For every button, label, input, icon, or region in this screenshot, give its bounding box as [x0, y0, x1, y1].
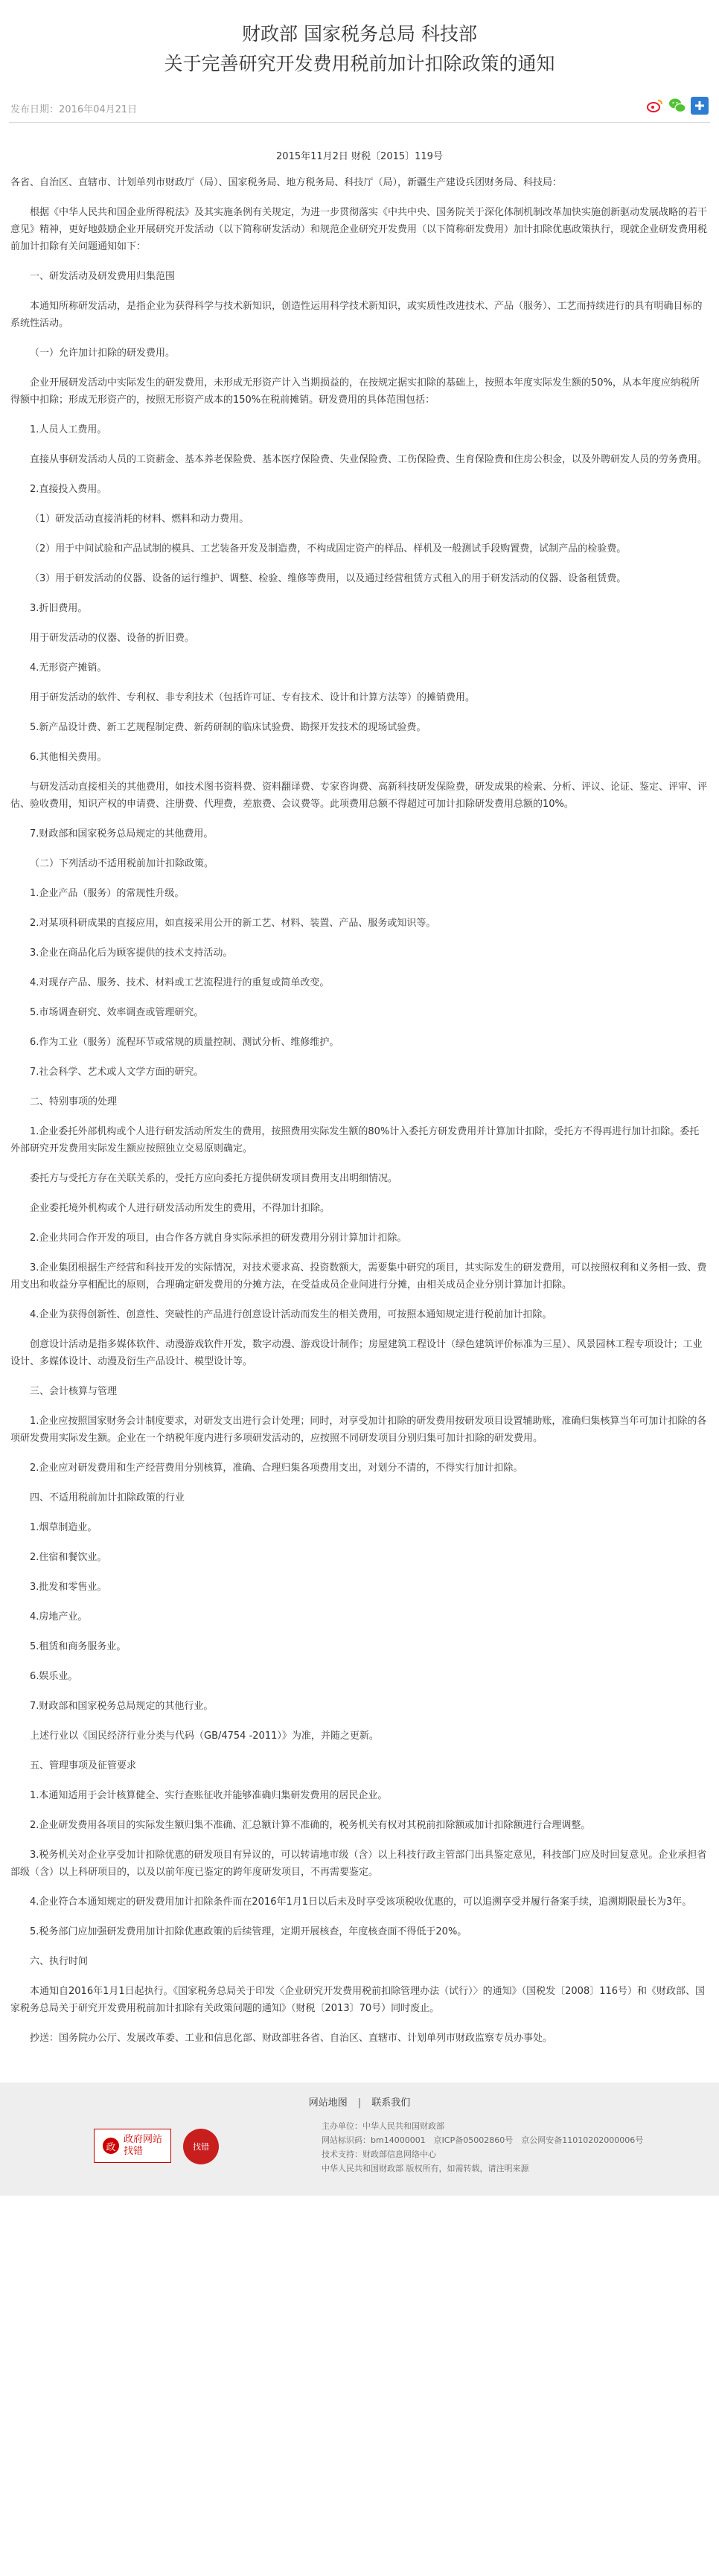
list-item: 7.财政部和国家税务总局规定的其他行业。	[30, 1701, 214, 1712]
paragraph: 根据《中华人民共和国企业所得税法》及其实施条例有关规定，为进一步贯彻落实《中共中央、国务院关于深化体制机制改革加快实施创新驱动发展战略的若干意见》精神，更好地鼓励企业开展研究开发活动（以下简称研发活动）和规范企业研究开发费用（以下简称研发费用）加计扣除优惠政策执行，现就企业研发费用税前加计扣除有关问题通知如下：	[10, 207, 708, 252]
paragraph: 创意设计活动是指多媒体软件、动漫游戏软件开发，数字动漫、游戏设计制作；房屋建筑工程设计（绿色建筑评价标准为三星）、风景园林工程专项设计；工业设计、多媒体设计、动漫及衍生产品设计、模型设计等。	[10, 1339, 703, 1367]
list-item: 5.租赁和商务服务业。	[30, 1641, 127, 1652]
sitemap-link[interactable]: 网站地图	[308, 2097, 348, 2109]
addressee: 各省、自治区、直辖市、计划单列市财政厅（局）、国家税务局、地方税务局、科技厅（局），新疆生产建设兵团财务局、科技局：	[10, 177, 563, 188]
paragraph: 委托方与受托方存在关联关系的，受托方应向委托方提供研发项目费用支出明细情况。	[30, 1173, 398, 1184]
list-item: 2.直接投入费用。	[30, 484, 107, 495]
list-item: 2.企业共同合作开发的项目，由合作各方就自身实际承担的研发费用分别计算加计扣除。	[30, 1233, 407, 1244]
footer-info	[322, 2119, 719, 2176]
section-heading: 四、不适用税前加计扣除政策的行业	[30, 1492, 185, 1503]
list-item: 2.对某项科研成果的直接应用，如直接采用公开的新工艺、材料、装置、产品、服务或知识等。	[30, 918, 436, 929]
list-item: 5.新产品设计费、新工艺规程制定费、新药研制的临床试验费、勘探开发技术的现场试验费。	[30, 722, 426, 733]
list-item: 4.无形资产摊销。	[30, 662, 107, 674]
article-body	[0, 123, 719, 2047]
list-item: （3）用于研发活动的仪器、设备的运行维护、调整、检验、维修等费用，以及通过经营租赁方式租入的用于研发活动的仪器、设备租赁费。	[30, 573, 627, 584]
footer-links	[0, 2094, 719, 2109]
list-item: 1.人员人工费用。	[30, 424, 107, 435]
list-item: 6.作为工业（服务）流程环节或常规的质量控制、测试分析、维修维护。	[30, 1037, 339, 1048]
paragraph: 企业委托境外机构或个人进行研发活动所发生的费用，不得加计扣除。	[30, 1203, 330, 1214]
list-item: 2.企业研发费用各项目的实际发生额归集不准确、汇总额计算不准确的，税务机关有权对其税前扣除额或加计扣除额进行合理调整。	[30, 1820, 591, 1831]
paragraph: 企业开展研发活动中实际发生的研发费用，未形成无形资产计入当期损益的，在按规定据实扣除的基础上，按照本年度实际发生额的50%，从本年度应纳税所得额中扣除；形成无形资产的，按照无形资产成本的150%在税前摊销。研发费用的具体范围包括：	[10, 377, 700, 406]
wechat-icon[interactable]	[668, 97, 686, 115]
subsection-heading: （二）下列活动不适用税前加计扣除政策。	[30, 858, 214, 869]
list-item: （2）用于中间试验和产品试制的模具、工艺装备开发及制造费，不构成固定资产的样品、样机及一般测试手段购置费，试制产品的检验费。	[30, 543, 627, 554]
list-item: 5.市场调查研究、效率调查或管理研究。	[30, 1007, 204, 1018]
paragraph: 用于研发活动的仪器、设备的折旧费。	[30, 633, 195, 644]
list-item: 3.批发和零售业。	[30, 1582, 107, 1593]
gov-badge-line-2: 找错	[123, 2146, 143, 2157]
title-line-1: 财政部 国家税务总局 科技部	[242, 23, 477, 45]
publish-date: 发布日期：2016年04月21日	[10, 104, 138, 115]
footer-link-separator: |	[357, 2097, 362, 2109]
document-number: 2015年11月2日 财税〔2015〕119号	[276, 151, 443, 162]
section-heading: 六、执行时间	[30, 1956, 89, 1967]
paragraph: 与研发活动直接相关的其他费用，如技术图书资料费、资料翻译费、专家咨询费、高新科技研发保险费，研发成果的检索、分析、评议、论证、鉴定、评审、评估、验收费用，知识产权的申请费、注册费、代理费，差旅费、会议费等。此项费用总额不得超过可加计扣除研发费用总额的10%。	[10, 782, 708, 810]
list-item: 7.社会科学、艺术或人文学方面的研究。	[30, 1067, 204, 1078]
list-item: 3.税务机关对企业享受加计扣除优惠的研发项目有异议的，可以转请地市级（含）以上科技行政主管部门出具鉴定意见，科技部门应及时回复意见。企业承担省部级（含）以上科研项目的，以及以前年度已鉴定的跨年度研发项目，不再需要鉴定。	[10, 1850, 707, 1878]
section-heading: 一、研发活动及研发费用归集范围	[30, 271, 176, 282]
contact-us-link[interactable]: 联系我们	[371, 2097, 411, 2109]
gov-website-error-badge[interactable]	[94, 2129, 171, 2163]
footer-sponsor: 主办单位：中华人民共和国财政部	[322, 2121, 444, 2131]
error-report-badge[interactable]: 找错	[183, 2129, 219, 2164]
list-item: 6.娱乐业。	[30, 1671, 78, 1682]
paragraph: 本通知所称研发活动，是指企业为获得科学与技术新知识，创造性运用科学技术新知识，或实质性改进技术、产品（服务）、工艺而持续进行的具有明确目标的系统性活动。	[10, 301, 703, 329]
paragraph: 本通知自2016年1月1日起执行。《国家税务总局关于印发〈企业研究开发费用税前扣除管理办法（试行）〉的通知》（国税发〔2008〕116号）和《财政部、国家税务总局关于研究开发费用税前加计扣除有关政策问题的通知》（财税〔2013〕70号）同时废止。	[10, 1986, 706, 2014]
gov-badge-icon: 政	[103, 2138, 119, 2154]
weibo-icon[interactable]	[646, 97, 664, 115]
footer-badges	[94, 2129, 219, 2164]
list-item: 4.对现存产品、服务、技术、材料或工艺流程进行的重复或简单改变。	[30, 977, 330, 988]
list-item: 3.企业集团根据生产经营和科技开发的实际情况，对技术要求高、投资数额大，需要集中研究的项目，其实际发生的研发费用，可以按照权利和义务相一致、费用支出和收益分享相配比的原则，合理确定研发费用的分摊方法，在受益成员企业间进行分摊，由相关成员企业分别计算加计扣除。	[10, 1262, 707, 1291]
section-heading: 三、会计核算与管理	[30, 1386, 118, 1397]
list-item: 3.折旧费用。	[30, 603, 88, 614]
paragraph: 用于研发活动的软件、专利权、非专利技术（包括许可证、专有技术、设计和计算方法等）的摊销费用。	[30, 692, 476, 703]
cc-line: 抄送：国务院办公厅、发展改革委、工业和信息化部、财政部驻各省、自治区、直辖市、计划单列市财政监察专员办事处。	[30, 2033, 553, 2044]
list-item: （1）研发活动直接消耗的材料、燃料和动力费用。	[30, 514, 249, 525]
list-item: 3.企业在商品化后为顾客提供的技术支持活动。	[30, 947, 233, 959]
list-item: 4.房地产业。	[30, 1611, 88, 1623]
list-item: 1.企业应按照国家财务会计制度要求，对研发支出进行会计处理；同时，对享受加计扣除的研发费用按研发项目设置辅助账，准确归集核算当年可加计扣除的各项研发费用实际发生额。企业在一个纳税年度内进行多项研发活动的，应按照不同研发项目分别归集可加计扣除的研发费用。	[10, 1416, 707, 1444]
title-line-2: 关于完善研究开发费用税前加计扣除政策的通知	[164, 53, 555, 74]
section-heading: 五、管理事项及征管要求	[30, 1760, 137, 1771]
paragraph: 上述行业以《国民经济行业分类与代码（GB/4754 -2011）》为准，并随之更新。	[30, 1730, 379, 1742]
list-item: 4.企业符合本通知规定的研发费用加计扣除条件而在2016年1月1日以后未及时享受该项税收优惠的，可以追溯享受并履行备案手续，追溯期限最长为3年。	[30, 1896, 692, 1908]
gov-badge-line-1: 政府网站	[123, 2134, 162, 2145]
meta-bar	[9, 92, 710, 123]
list-item: 1.本通知适用于会计核算健全、实行查账征收并能够准确归集研发费用的居民企业。	[30, 1790, 388, 1801]
list-item: 6.其他相关费用。	[30, 752, 107, 763]
footer-registration: 网站标识码：bm14000001 京ICP备05002860号 京公网安备11010202000006号	[322, 2135, 644, 2145]
plus-share-icon[interactable]	[691, 97, 709, 115]
footer-tech-support: 技术支持：财政部信息网络中心	[322, 2150, 436, 2159]
list-item: 2.企业应对研发费用和生产经营费用分别核算，准确、合理归集各项费用支出，对划分不清的，不得实行加计扣除。	[30, 1463, 523, 1474]
section-heading: 二、特别事项的处理	[30, 1096, 118, 1108]
list-item: 1.企业产品（服务）的常规性升级。	[30, 888, 185, 899]
list-item: 1.烟草制造业。	[30, 1522, 98, 1533]
subsection-heading: （一）允许加计扣除的研发费用。	[30, 348, 176, 359]
list-item: 1.企业委托外部机构或个人进行研发活动所发生的费用，按照费用实际发生额的80%计入委托方研发费用并计算加计扣除，受托方不得再进行加计扣除。委托外部研究开发费用实际发生额应按照独立交易原则确定。	[10, 1126, 700, 1154]
article-title	[0, 0, 719, 79]
list-item: 4.企业为获得创新性、创意性、突破性的产品进行创意设计活动而发生的相关费用，可按照本通知规定进行税前加计扣除。	[30, 1309, 552, 1320]
site-footer	[0, 2083, 719, 2196]
list-item: 7.财政部和国家税务总局规定的其他费用。	[30, 828, 214, 840]
list-item: 5.税务部门应加强研发费用加计扣除优惠政策的后续管理，定期开展核查，年度核查面不得低于20%。	[30, 1926, 467, 1937]
list-item: 2.住宿和餐饮业。	[30, 1552, 107, 1563]
share-bar	[646, 97, 709, 115]
paragraph: 直接从事研发活动人员的工资薪金、基本养老保险费、基本医疗保险费、失业保险费、工伤保险费、生育保险费和住房公积金，以及外聘研发人员的劳务费用。	[30, 454, 708, 465]
footer-copyright: 中华人民共和国财政部 版权所有，如需转载，请注明来源	[322, 2164, 529, 2173]
